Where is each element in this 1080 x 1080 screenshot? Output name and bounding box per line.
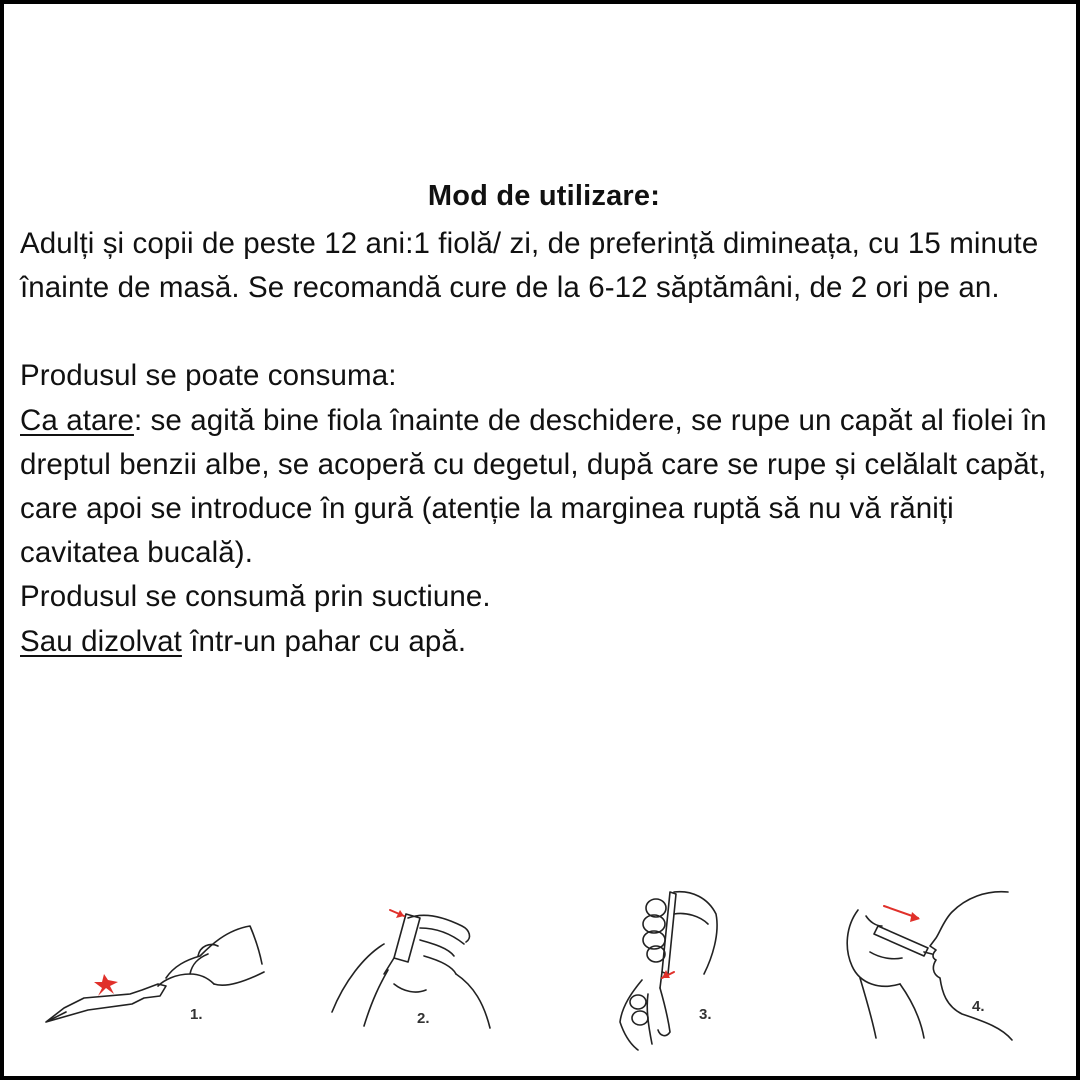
- break-ampoule-tip-icon: [40, 916, 270, 1031]
- option-as-is-text: : se agită bine fiola înainte de deschidere, se rupe un capăt al fiolei în dreptul benzii albe, se acoperă cu degetul, după care se rupe și celălalt capăt, care apoi se introduce în gură (atenție la marginea ruptă să nu vă răniți cavitatea bucală).: [20, 403, 1047, 570]
- option-dissolved-text: într-un pahar cu apă.: [181, 624, 467, 658]
- step-2-number: 2.: [417, 1010, 430, 1027]
- consume-intro: Produsul se poate consuma:: [20, 359, 397, 393]
- dosage-paragraph: Adulți și copii de peste 12 ani:1 fiolă/ zi, de preferință dimineața, cu 15 minute înainte de masă. Se recomandă cure de la 6-12 săptămâni, de 2 ori pe an.: [20, 227, 1039, 305]
- cover-with-finger-icon: [324, 904, 494, 1034]
- step-3-number: 3.: [699, 1006, 712, 1023]
- step-1-number: 1.: [190, 1006, 203, 1023]
- option-dissolved-label: Sau dizolvat: [20, 624, 182, 658]
- instructions-text: [20, 222, 1076, 664]
- option-as-is: [20, 399, 1076, 576]
- drink-from-ampoule-icon: [836, 888, 1016, 1044]
- option-dissolved: [20, 620, 1076, 664]
- page-title: Mod de utilizare:: [427, 180, 661, 212]
- suction-note: Produsul se consumă prin suctiune.: [20, 580, 491, 614]
- option-as-is-label: Ca atare: [20, 403, 134, 437]
- break-other-end-icon: [612, 884, 732, 1054]
- step-4-number: 4.: [972, 998, 985, 1015]
